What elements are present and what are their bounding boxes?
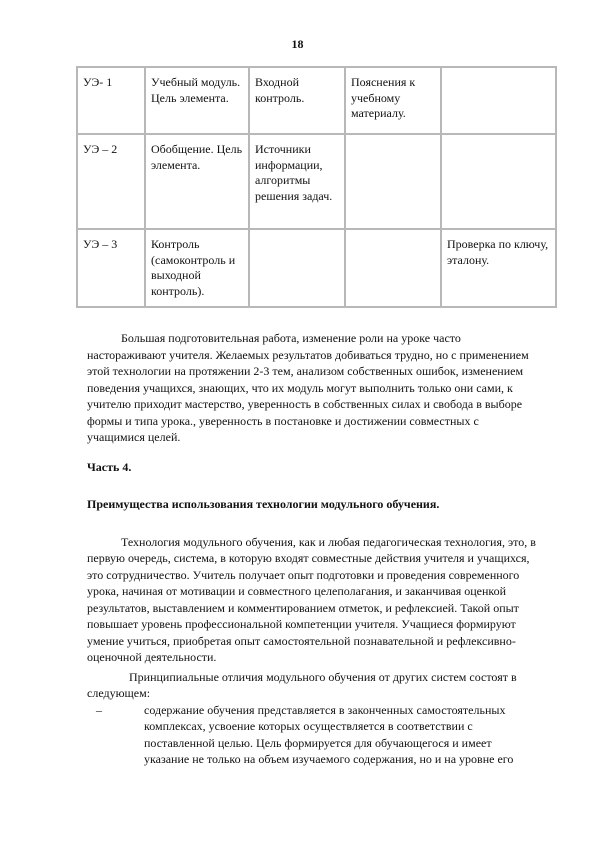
section-heading: Преимущества использования технологии модульного обучения. bbox=[87, 497, 440, 511]
part-heading: Часть 4. bbox=[87, 459, 132, 474]
paragraph-teacher-experience: Большая подготовительная работа, изменение роли на уроке часто настораживают учителя. Желаемых результатов добиваться трудно, но с применением этой технологии на протяжении 2-3 тем, анализом собственных ошибок, изменением поведения учащихся, знающих, что их модуль могут выполнить только они сами, к учителю приходит мастерство, уверенность в собственных силах и свобода в выборе формы и типа урока., уверенность в постановке и достижении совместных с учащимися целей. bbox=[87, 331, 529, 444]
module-structure-table bbox=[76, 66, 557, 308]
bullet-text: содержание обучения представляется в законченных самостоятельных комплексах, усвоение которых осуществляется в соответствии с поставленной целью. Цель формируется для обучающегося и имеет указание не только на объем изучаемого содержания, но и на уровне его bbox=[144, 702, 514, 766]
table-row bbox=[77, 229, 556, 307]
control-cell: Источники информации, алгоритмы решения задач. bbox=[249, 134, 345, 229]
control-cell: Входной контроль. bbox=[249, 67, 345, 134]
page-number: 18 bbox=[291, 37, 304, 51]
element-code-cell: УЭ – 2 bbox=[77, 134, 145, 229]
table-row bbox=[77, 134, 556, 229]
list-item bbox=[87, 702, 539, 768]
element-code-cell: УЭ- 1 bbox=[77, 67, 145, 134]
control-cell bbox=[249, 229, 345, 307]
bullet-dash: – bbox=[96, 702, 102, 717]
element-content-cell: Обобщение. Цель элемента. bbox=[145, 134, 249, 229]
notes-cell bbox=[345, 134, 441, 229]
paragraph-technology: Технология модульного обучения, как и любая педагогическая технология, это, в первую очередь, система, в которую входят совместные действия учителя и учащихся, это сотрудничество. Учитель получает опыт подготовки и проведения современного урока, начиная от мотивации и совместного целеполагания, и заканчивая оценкой результатов, выставлением и комментированием отметок, и рефлексией. Такой опыт повышает уровень профессиональной компетенции учителя. Учащиеся формируют умение учиться, приобретая опыт самостоятельной познавательной и рефлексивно-оценочной деятельности. bbox=[87, 534, 536, 664]
element-code-cell: УЭ – 3 bbox=[77, 229, 145, 307]
notes-cell: Пояснения к учебному материалу. bbox=[345, 67, 441, 134]
check-cell bbox=[441, 67, 556, 134]
notes-cell bbox=[345, 229, 441, 307]
check-cell bbox=[441, 134, 556, 229]
element-content-cell: Контроль (самоконтроль и выходной контроль). bbox=[145, 229, 249, 307]
check-cell: Проверка по ключу, эталону. bbox=[441, 229, 556, 307]
body-text bbox=[87, 330, 539, 768]
paragraph-differences: Принципиальные отличия модульного обучения от других систем состоят в следующем: bbox=[87, 669, 517, 700]
table-row bbox=[77, 67, 556, 134]
element-content-cell: Учебный модуль. Цель элемента. bbox=[145, 67, 249, 134]
